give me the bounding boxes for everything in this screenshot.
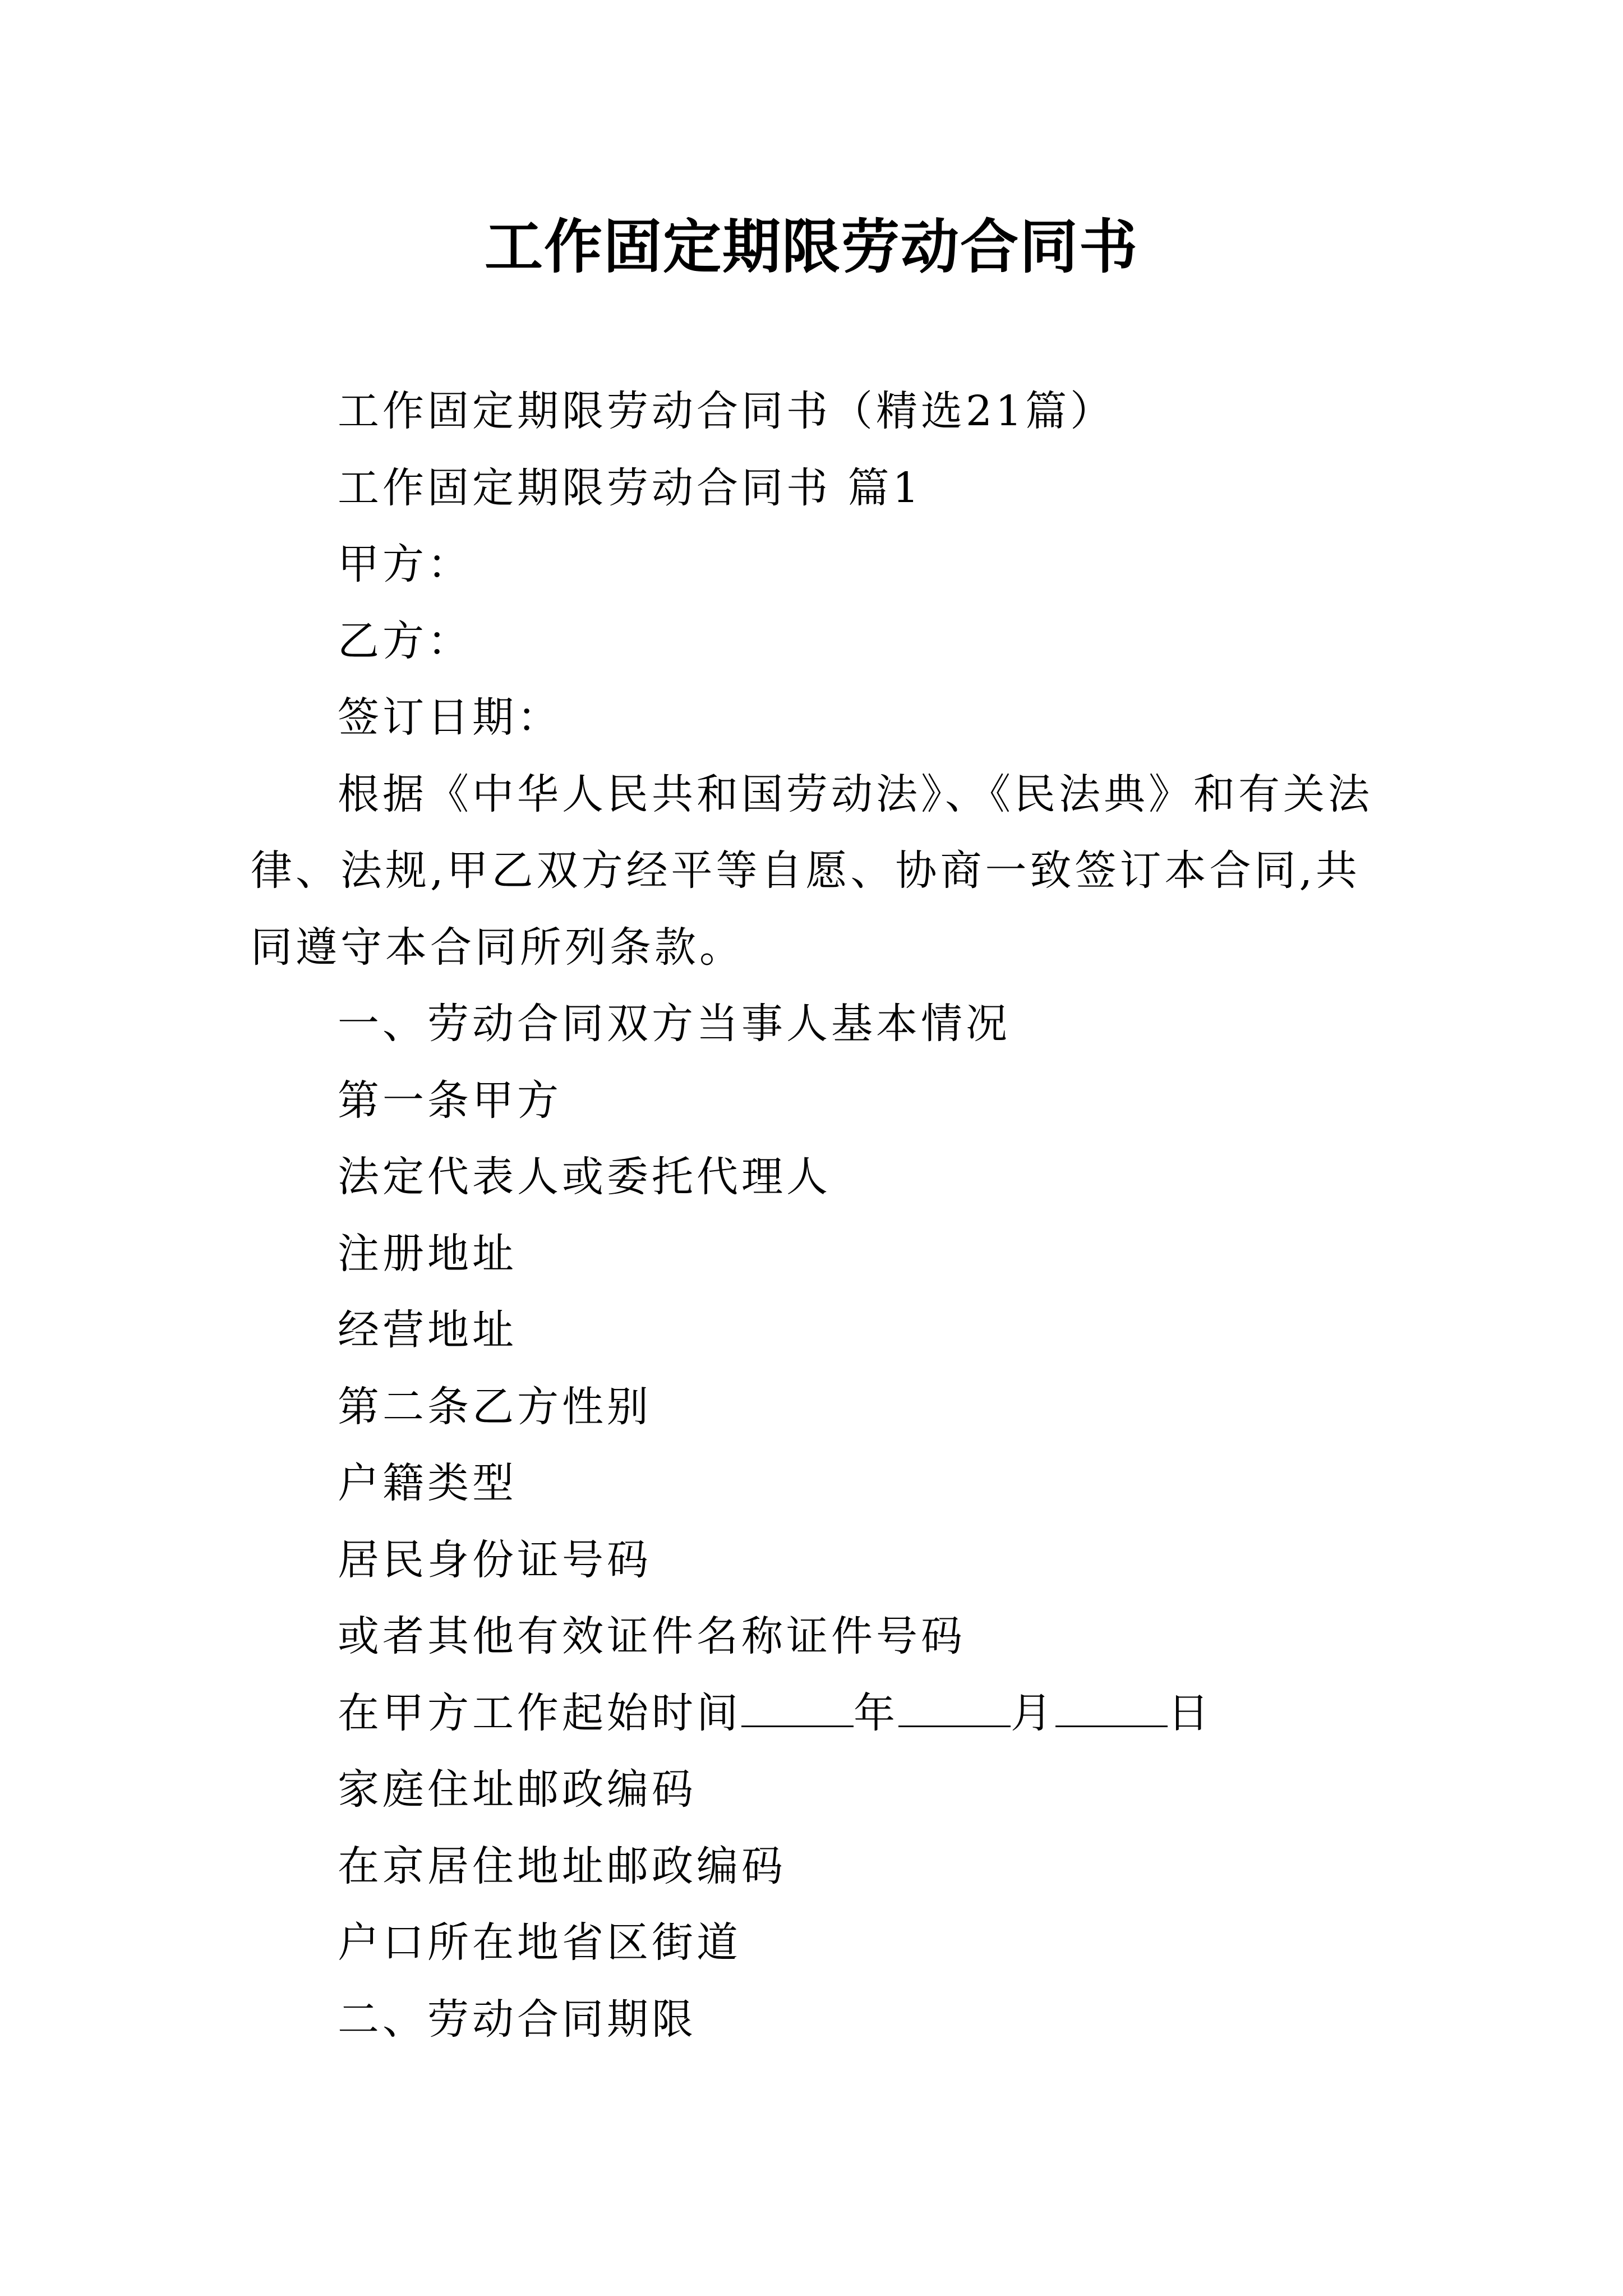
chapter-heading-2: 二、劳动合同期限 — [338, 1995, 697, 2044]
document-body — [251, 373, 1395, 2058]
month-blank[interactable] — [898, 1686, 1011, 1727]
year-blank[interactable] — [741, 1686, 854, 1727]
home-address-line: 家庭住址邮政编码 — [338, 1765, 697, 1814]
year-label: 年 — [854, 1688, 898, 1737]
page-title: 工作固定期限劳动合同书 — [484, 212, 1138, 281]
party-b-line: 乙方： — [338, 616, 472, 665]
registered-address-line: 注册地址 — [338, 1229, 517, 1278]
subtitle-paragraph: 工作固定期限劳动合同书（精选21篇） — [338, 387, 1115, 435]
beijing-address-line: 在京居住地址邮政编码 — [338, 1842, 786, 1890]
other-id-line: 或者其他有效证件名称证件号码 — [338, 1612, 966, 1660]
start-date-line — [251, 1675, 1395, 1752]
signing-date-line: 签订日期： — [338, 693, 562, 742]
id-number-line: 居民身份证号码 — [338, 1535, 652, 1584]
article-2-line: 第二条乙方性别 — [338, 1382, 652, 1431]
business-address-line: 经营地址 — [338, 1306, 517, 1354]
preamble-paragraph: 根据《中华人民共和国劳动法》、《民法典》和有关法律、法规,甲乙双方经平等自愿、协商一致签订本合同,共同遵守本合同所列条款。 — [251, 770, 1373, 972]
month-label: 月 — [1011, 1688, 1055, 1737]
chapter-heading-1: 一、劳动合同双方当事人基本情况 — [338, 1000, 1011, 1048]
household-location-line: 户口所在地省区街道 — [338, 1918, 741, 1967]
day-label: 日 — [1168, 1688, 1212, 1737]
household-type-line: 户籍类型 — [338, 1459, 517, 1507]
start-date-label: 在甲方工作起始时间 — [338, 1688, 741, 1737]
day-blank[interactable] — [1055, 1686, 1168, 1727]
party-a-line: 甲方： — [338, 540, 472, 588]
article-1-line: 第一条甲方 — [338, 1076, 562, 1125]
legal-representative-line: 法定代表人或委托代理人 — [338, 1153, 831, 1201]
section-heading: 工作固定期限劳动合同书 篇1 — [338, 463, 923, 512]
